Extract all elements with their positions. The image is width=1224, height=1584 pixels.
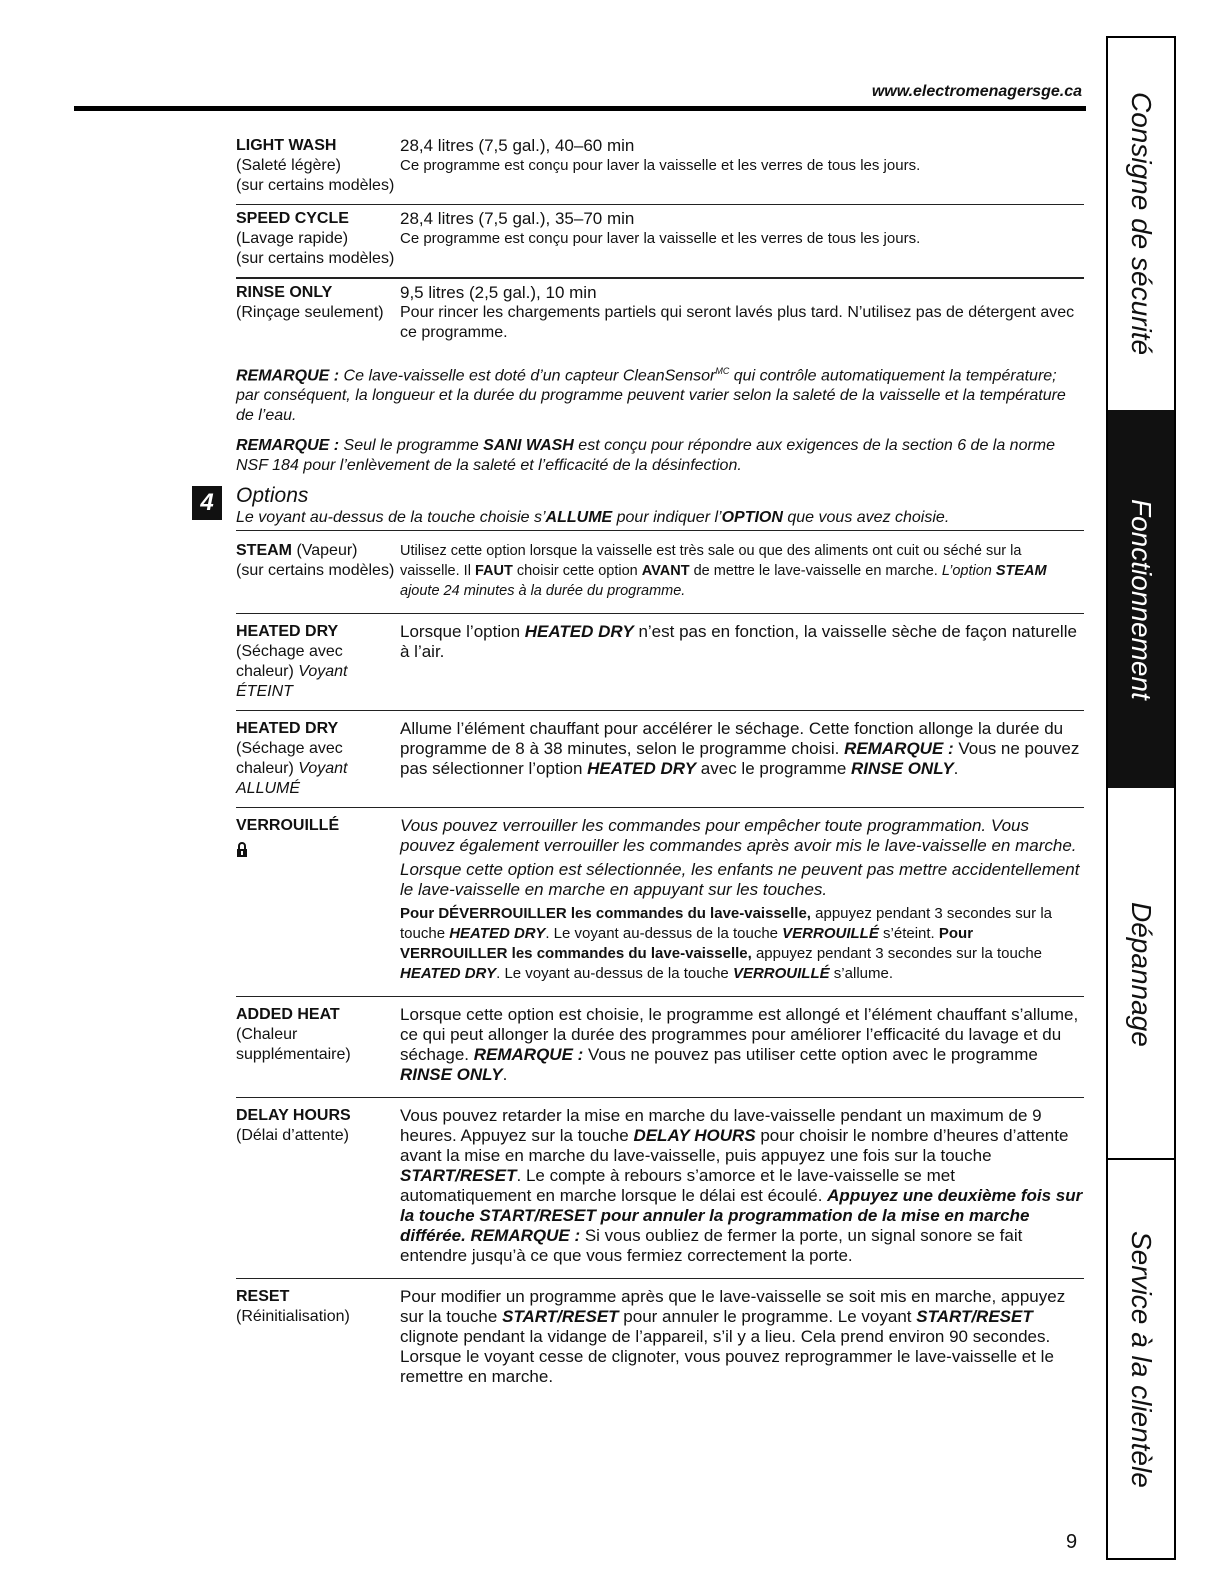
cycle-subtitle: (Lavage rapide) xyxy=(236,230,349,247)
cycle-subtitle: (Rinçage seulement) xyxy=(236,304,384,321)
tab-consigne-de-securite[interactable]: Consigne de sécurité xyxy=(1126,92,1157,356)
option-row-steam: STEAM (Vapeur) (sur certains modèles) Utilisez cette option lorsque la vaisselle est très sale ou que des aliments ont cuit ou séché sur la vaisselle. Il FAUT choisir cette option AVANT de mettre le lave-vaisselle en marche. L’option STEAM ajoute 24 minutes à la durée du programme. xyxy=(236,537,1084,614)
option-title: RESET xyxy=(236,1288,290,1306)
cycle-row-light-wash xyxy=(236,132,1084,205)
tab-service-a-la-clientele[interactable]: Service à la clientèle xyxy=(1126,1230,1157,1488)
option-desc: Allume l’élément chauffant pour accélérer le séchage. Cette fonction allonge la durée du programme de 8 à 38 minutes, selon le programme choisi. REMARQUE : Vous ne pouvez pas sélectionner l’option HEATED DRY avec le programme RINSE ONLY. xyxy=(400,719,1080,779)
option-row-lock xyxy=(236,808,1084,997)
lock-icon xyxy=(236,842,248,856)
cycle-subtitle: (Saleté légère) xyxy=(236,157,341,174)
cycle-title: SPEED CYCLE xyxy=(236,210,349,227)
option-title: HEATED DRY xyxy=(236,623,339,641)
option-desc: Lorsque cette option est sélectionnée, les enfants ne peuvent pas mettre accidentellement le lave-vaisselle en marche en appuyant sur les touches. xyxy=(400,860,1080,900)
cycle-desc: Pour rincer les chargements partiels qui seront lavés plus tard. N’utilisez pas de détergent avec ce programme. xyxy=(400,304,1075,341)
option-desc: Pour DÉVERROUILLER les commandes du lave-vaisselle, appuyez pendant 3 secondes sur la touche HEATED DRY. Le voyant au-dessus de la touche VERROUILLÉ s’éteint. Pour VERROUILLER les commandes du lave-vaisselle, appuyez pendant 3 secondes sur la touche HEATED DRY. Le voyant au-dessus de la touche VERROUILLÉ s’allume. xyxy=(400,905,1052,983)
option-row-heated-dry-off: HEATED DRY (Séchage avec chaleur) Voyant ÉTEINT Lorsque l’option HEATED DRY n’est pas en fonction, la vaisselle sèche de façon naturelle à l’air. xyxy=(236,614,1084,711)
cycle-spec: 9,5 litres (2,5 gal.), 10 min xyxy=(400,283,597,302)
tab-fonctionnement[interactable]: Fonctionnement xyxy=(1108,410,1174,788)
page-number: 9 xyxy=(1066,1531,1078,1553)
note-sani-wash: REMARQUE : Seul le programme SANI WASH est conçu pour répondre aux exigences de la section 6 de la norme NSF 184 pour l’enlèvement de la saleté et l’efficacité de la désinfection. xyxy=(236,437,1056,475)
main-content xyxy=(200,132,1084,1399)
header-rule xyxy=(74,106,1086,111)
cycle-desc: Ce programme est conçu pour laver la vaisselle et les verres de tous les jours. xyxy=(400,157,921,174)
cycle-desc: Ce programme est conçu pour laver la vaisselle et les verres de tous les jours. xyxy=(400,230,921,247)
cycle-models: (sur certains modèles) xyxy=(236,250,395,267)
option-desc: Vous pouvez retarder la mise en marche du lave-vaisselle pendant un maximum de 9 heures. Appuyez sur la touche DELAY HOURS pour choisir le nombre d’heures d’attente avant la mise en marche du lave-vaisselle, puis appuyez une fois sur la touche START/RESET. Le compte à rebours s’amorce et le lave-vaisselle se met automatiquement en marche lorsque le délai est écoulé. Appuyez une deuxième fois sur la touche START/RESET pour annuler la programmation de la mise en marche différée. REMARQUE : Si vous oubliez de fermer la porte, un signal sonore se fait entendre jusqu’à ce que vous fermiez correctement la porte. xyxy=(400,1106,1083,1266)
option-title: ADDED HEAT xyxy=(236,1006,340,1024)
option-title: VERROUILLÉ xyxy=(236,817,340,835)
options-title: Options xyxy=(236,484,309,508)
option-row-added-heat: ADDED HEAT (Chaleur supplémentaire) Lorsque cette option est choisie, le programme est allongé et l’élément chauffant s’allume, ce qui peut allonger la durée des programmes pour améliorer l’efficacité du lavage et du séchage. REMARQUE : Vous ne pouvez pas utiliser cette option avec le programme RINSE ONLY. xyxy=(236,997,1084,1098)
cycle-title: RINSE ONLY xyxy=(236,284,333,301)
section-tabs xyxy=(1106,36,1176,1560)
option-title: DELAY HOURS xyxy=(236,1107,351,1125)
option-desc: Pour modifier un programme après que le lave-vaisselle se soit mis en marche, appuyez sur la touche START/RESET pour annuler le programme. Le voyant START/RESET clignote pendant la vidange de l’appareil, s’il y a lieu. Cela prend environ 90 secondes. Lorsque le voyant cesse de clignoter, vous pouvez reprogrammer le lave-vaisselle et le remettre en marche. xyxy=(400,1287,1066,1387)
header-url: www.electromenagersge.ca xyxy=(871,83,1082,100)
note-cleansensor: REMARQUE : Ce lave-vaisselle est doté d’un capteur CleanSensor$^{MC}$ qui contrôle automatiquement la température; par conséquent, la longueur et la durée du programme peuvent varier selon la saleté de la vaisselle et la température de l’eau. xyxy=(236,366,1066,425)
cycle-spec: 28,4 litres (7,5 gal.), 35–70 min xyxy=(400,209,635,228)
cycle-models: (sur certains modèles) xyxy=(236,177,395,194)
options-header xyxy=(200,484,1084,531)
cycle-spec: 28,4 litres (7,5 gal.), 40–60 min xyxy=(400,136,635,155)
option-desc: Lorsque l’option HEATED DRY n’est pas en fonction, la vaisselle sèche de façon naturelle à l’air. xyxy=(400,622,1077,662)
cycle-row-speed-cycle xyxy=(236,205,1084,278)
option-row-reset: RESET (Réinitialisation) Pour modifier un programme après que le lave-vaisselle se soit mis en marche, appuyez sur la touche START/RESET pour annuler le programme. Le voyant START/RESET clignote pendant la vidange de l’appareil, s’il y a lieu. Cela prend environ 90 secondes. Lorsque le voyant cesse de clignoter, vous pouvez reprogrammer le lave-vaisselle et le remettre en marche. xyxy=(236,1279,1084,1399)
option-row-delay-hours: DELAY HOURS (Délai d’attente) Vous pouvez retarder la mise en marche du lave-vaisselle pendant un maximum de 9 heures. Appuyez sur la touche DELAY HOURS pour choisir le nombre d’heures d’attente avant la mise en marche du lave-vaisselle, puis appuyez une fois sur la touche START/RESET. Le compte à rebours s’amorce et le lave-vaisselle se met automatiquement en marche lorsque le délai est écoulé. Appuyez une deuxième fois sur la touche START/RESET pour annuler la programmation de la mise en marche différée. REMARQUE : Si vous oubliez de fermer la porte, un signal sonore se fait entendre jusqu’à ce que vous fermiez correctement la porte. xyxy=(236,1098,1084,1279)
option-title: HEATED DRY xyxy=(236,720,339,738)
tab-depannage[interactable]: Dépannage xyxy=(1126,901,1157,1047)
cycle-title: LIGHT WASH xyxy=(236,137,337,154)
option-row-heated-dry-on: HEATED DRY (Séchage avec chaleur) Voyant ALLUMÉ Allume l’élément chauffant pour accélérer le séchage. Cette fonction allonge la durée du programme de 8 à 38 minutes, selon le programme choisi. REMARQUE : Vous ne pouvez pas sélectionner l’option HEATED DRY avec le programme RINSE ONLY. xyxy=(236,711,1084,808)
cycle-row-rinse-only xyxy=(236,278,1084,351)
option-desc: Utilisez cette option lorsque la vaisselle est très sale ou que des aliments ont cuit ou séché sur la vaisselle. Il FAUT choisir cette option AVANT de mettre le lave-vaisselle en marche. L’option STEAM ajoute 24 minutes à la durée du programme. xyxy=(400,543,1047,600)
option-desc: Vous pouvez verrouiller les commandes pour empêcher toute programmation. Vous pouvez également verrouiller les commandes après avoir mis le lave-vaisselle en marche. xyxy=(400,816,1077,856)
option-desc: Lorsque cette option est choisie, le programme est allongé et l’élément chauffant s’allume, ce qui peut allonger la durée des programmes pour améliorer l’efficacité du lavage et du séchage. REMARQUE : Vous ne pouvez pas utiliser cette option avec le programme RINSE ONLY. xyxy=(400,1005,1079,1085)
options-subtitle: Le voyant au-dessus de la touche choisie s’ALLUME pour indiquer l’OPTION que vous avez choisie. xyxy=(236,508,1084,531)
section-number-badge: 4 xyxy=(192,486,222,520)
option-title: STEAM xyxy=(236,542,292,560)
